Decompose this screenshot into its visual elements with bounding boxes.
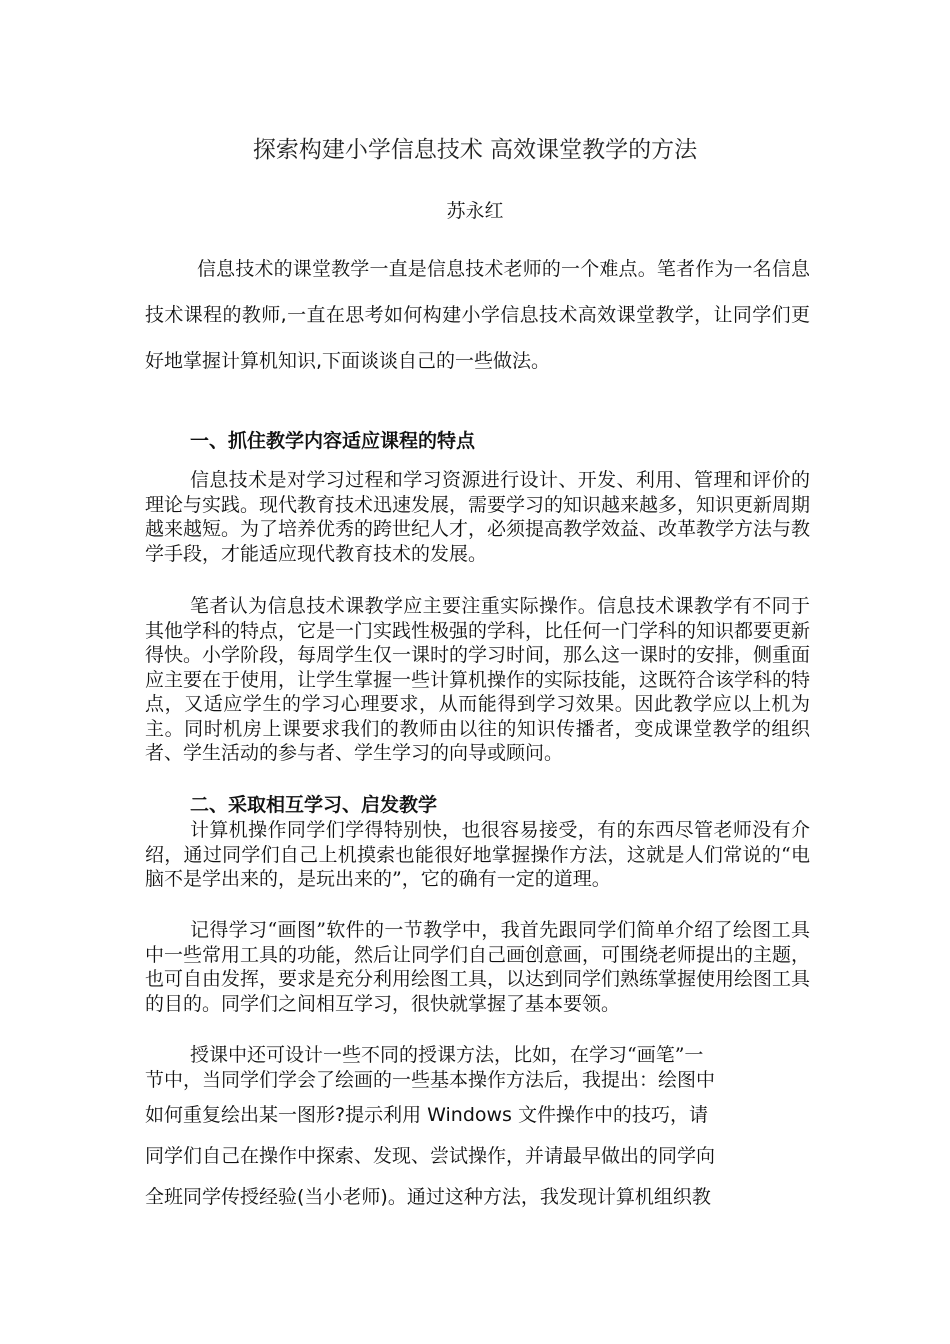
paragraph-line: 同学们自己在操作中探索、发现、尝试操作，并请最早做出的同学向	[145, 1145, 716, 1167]
paragraph-line: 如何重复绘出某一图形?提示利用 Windows 文件操作中的技巧，请	[145, 1104, 708, 1126]
section2-paragraph-3	[145, 1043, 810, 1092]
intro-paragraph: 信息技术的课堂教学一直是信息技术老师的一个难点。笔者作为一名信息技术课程的教师,一直在思考如何构建小学信息技术高效课堂教学，让同学们更好地掌握计算机知识,下面谈谈自己的一些做法。	[145, 258, 810, 372]
section2-paragraph-1: 计算机操作同学们学得特别快，也很容易接受，有的东西尽管老师没有介绍，通过同学们自己上机摸索也能很好地掌握操作方法，这就是人们常说的“电脑不是学出来的，是玩出来的”，它的确有一定的道理。	[145, 819, 810, 890]
paragraph-line: 授课中还可设计一些不同的授课方法，比如，在学习“画笔”一	[190, 1044, 704, 1066]
paragraph-line: 全班同学传授经验(当小老师)。通过这种方法，我发现计算机组织教	[145, 1186, 711, 1208]
section2-heading: 二、采取相互学习、启发教学	[190, 794, 438, 816]
section1-paragraph-2: 笔者认为信息技术课教学应主要注重实际操作。信息技术课教学有不同于其他学科的特点，它是一门实践性极强的学科，比任何一门学科的知识都要更新得快。小学阶段，每周学生仅一课时的学习时间，那么这一课时的安排，侧重面应主要在于使用，让学生掌握一些计算机操作的实际技能，这既符合该学科的特点，又适应学生的学习心理要求，从而能得到学习效果。因此教学应以上机为主。同时机房上课要求我们的教师由以往的知识传播者，变成课堂教学的组织者、学生活动的参与者、学生学习的向导或顾问。	[145, 595, 811, 764]
document-title: 探索构建小学信息技术 高效课堂教学的方法	[252, 137, 698, 163]
document-author: 苏永红	[446, 200, 504, 222]
paragraph-line: 节中，当同学们学会了绘画的一些基本操作方法后，我提出：绘图中	[145, 1068, 716, 1091]
section2-paragraph-2: 记得学习“画图”软件的一节教学中，我首先跟同学们简单介绍了绘图工具中一些常用工具的功能，然后让同学们自己画创意画，可围绕老师提出的主题，也可自由发挥，要求是充分利用绘图工具，以达到同学们熟练掌握使用绘图工具的目的。同学们之间相互学习，很快就掌握了基本要领。	[145, 919, 811, 1015]
section1-heading: 一、抓住教学内容适应课程的特点	[190, 430, 476, 452]
section1-paragraph-1: 信息技术是对学习过程和学习资源进行设计、开发、利用、管理和评价的理论与实践。现代教育技术迅速发展，需要学习的知识越来越多，知识更新周期越来越短。为了培养优秀的跨世纪人才，必须提高教学效益、改革教学方法与教学手段，才能适应现代教育技术的发展。	[145, 469, 811, 565]
section2-paragraph-3-continued	[145, 1095, 810, 1218]
